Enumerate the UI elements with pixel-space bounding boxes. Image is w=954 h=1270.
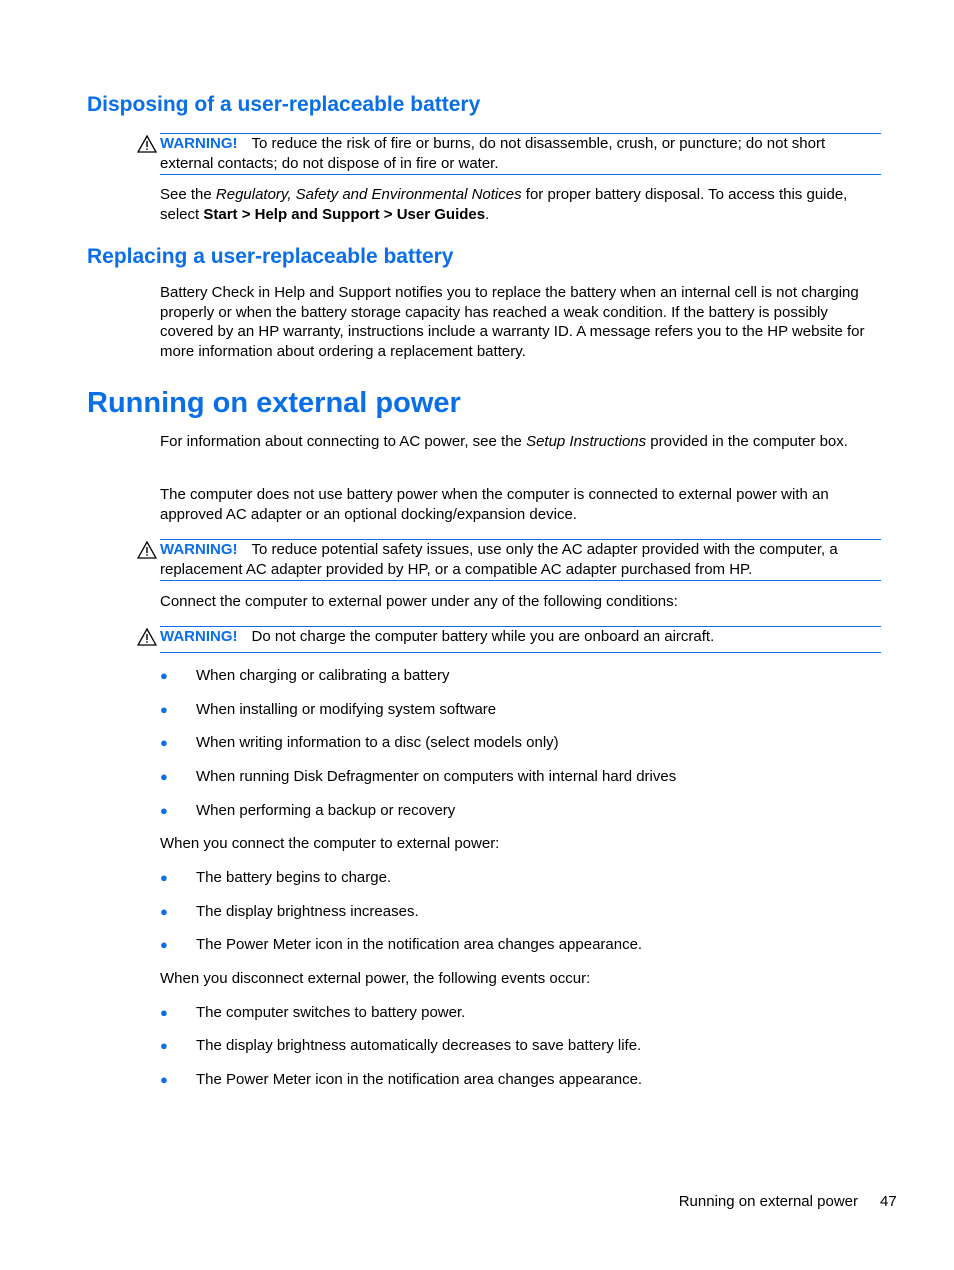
list-item-text: The display brightness automatically decreases to save battery life. <box>196 1037 642 1054</box>
paragraph-ac-power-info <box>160 432 880 452</box>
paragraph-battery-not-used: The computer does not use battery power when the computer is connected to external power with an approved AC adapter or an optional docking/expansion device. <box>160 486 829 523</box>
warning-label: WARNING! <box>160 135 238 152</box>
list-item-text: When performing a backup or recovery <box>196 802 456 819</box>
list-item-text: The computer switches to battery power. <box>196 1004 466 1021</box>
list-item-text: When running Disk Defragmenter on computers with internal hard drives <box>196 768 677 785</box>
heading-disposing-battery: Disposing of a user-replaceable battery <box>87 93 481 116</box>
warning-label: WARNING! <box>160 628 238 645</box>
bullet-icon: ● <box>160 735 168 750</box>
list-item-text: When charging or calibrating a battery <box>196 667 450 684</box>
warning-label: WARNING! <box>160 541 238 558</box>
bullet-icon: ● <box>160 668 168 683</box>
text-run: See the <box>160 186 216 203</box>
bullet-icon: ● <box>160 803 168 818</box>
menu-path-bold: Start > Help and Support > User Guides <box>203 205 486 223</box>
footer-section-title: Running on external power <box>678 1193 858 1210</box>
warning-text: Do not charge the computer battery while you are onboard an aircraft. <box>251 628 715 645</box>
warning-triangle-icon <box>137 541 157 559</box>
page-number: 47 <box>880 1193 897 1210</box>
bullet-icon: ● <box>160 904 168 919</box>
bullet-icon: ● <box>160 1005 168 1020</box>
bullet-icon: ● <box>160 937 168 952</box>
document-title-italic: Setup Instructions <box>526 433 647 450</box>
bullet-icon: ● <box>160 769 168 784</box>
bullet-icon: ● <box>160 702 168 717</box>
warning-text: To reduce the risk of fire or burns, do not disassemble, crush, or puncture; do not short external contacts; do not dispose of in fire or water. <box>160 135 826 172</box>
text-run: . <box>485 205 490 223</box>
bullet-icon: ● <box>160 1038 168 1053</box>
list-item-text: The Power Meter icon in the notification area changes appearance. <box>196 936 643 953</box>
text-run: for proper battery disposal. To access this guide, select <box>160 186 848 223</box>
paragraph-connect-intro: When you connect the computer to external power: <box>160 835 500 852</box>
list-item-text: When writing information to a disc (select models only) <box>196 734 559 751</box>
warning-box-disposing <box>160 133 881 175</box>
bullet-icon: ● <box>160 1072 168 1087</box>
heading-replacing-battery: Replacing a user-replaceable battery <box>87 245 454 268</box>
text-run: For information about connecting to AC power, see the <box>160 433 527 450</box>
list-item-text: The battery begins to charge. <box>196 869 392 886</box>
document-title-italic: Regulatory, Safety and Environmental Notices <box>215 186 522 203</box>
list-item-text: The display brightness increases. <box>196 903 419 920</box>
text-run: provided in the computer box. <box>646 433 848 450</box>
paragraph-disconnect-intro: When you disconnect external power, the following events occur: <box>160 970 591 987</box>
heading-running-external-power: Running on external power <box>87 387 461 419</box>
paragraph-disposal-notice <box>160 185 880 224</box>
warning-box-aircraft <box>160 626 881 653</box>
list-item-text: When installing or modifying system software <box>196 701 497 718</box>
bullet-icon: ● <box>160 870 168 885</box>
paragraph-connect-conditions: Connect the computer to external power under any of the following conditions: <box>160 593 678 610</box>
warning-box-ac-adapter <box>160 539 881 581</box>
paragraph-battery-check: Battery Check in Help and Support notifies you to replace the battery when an internal cell is not charging properly or when the battery storage capacity has reached a weak condition. If the battery is possibly covered by an HP warranty, instructions include a warranty ID. A message refers you to the HP website for more information about ordering a replacement battery. <box>160 284 865 360</box>
warning-triangle-icon <box>137 628 157 646</box>
warning-text: To reduce potential safety issues, use only the AC adapter provided with the computer, a replacement AC adapter provided by HP, or a compatible AC adapter purchased from HP. <box>160 541 838 578</box>
warning-triangle-icon <box>137 135 157 153</box>
list-item-text: The Power Meter icon in the notification area changes appearance. <box>196 1071 643 1088</box>
